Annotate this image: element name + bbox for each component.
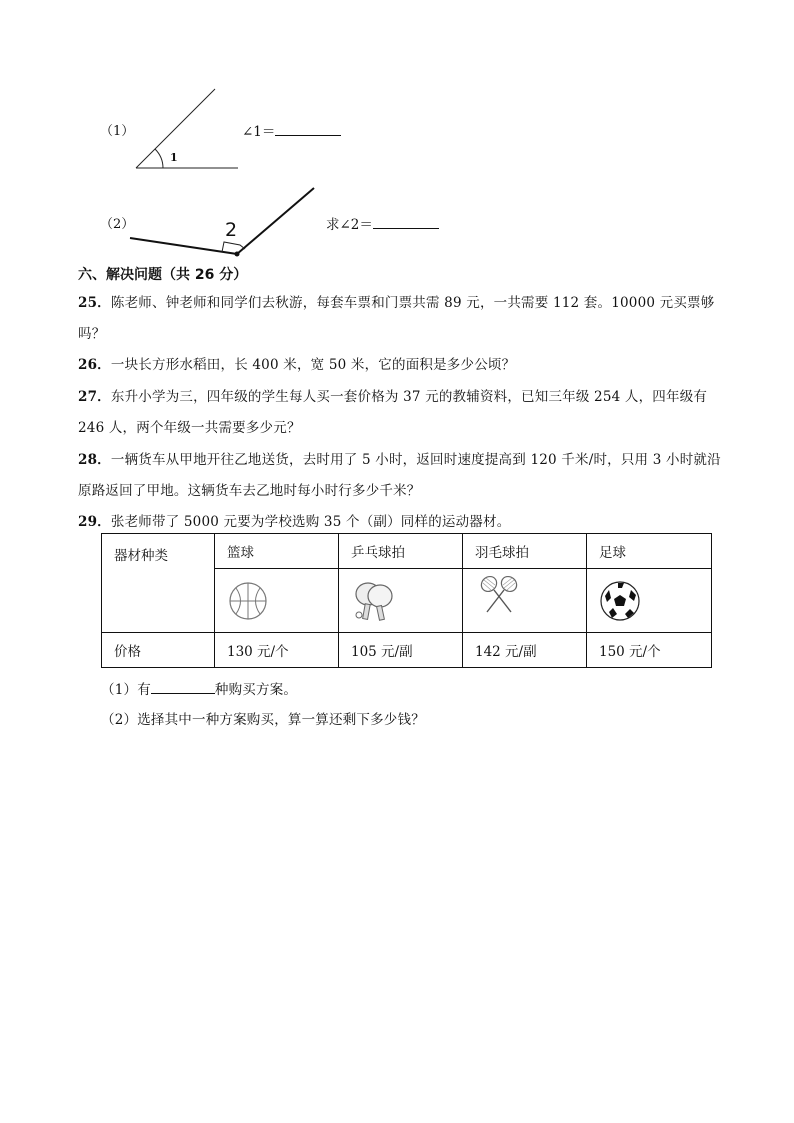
question-26 [78,353,515,373]
question-28 [78,448,721,468]
item-price-cell: 130 元/个 [215,633,339,668]
item-name-cell: 足球 [587,534,712,569]
item-price-cell: 142 元/副 [463,633,587,668]
figure-1-label: （1） [100,124,135,139]
sub-question-1-after: 种购买方案。 [214,682,298,698]
item-name-cell: 乒乓球拍 [339,534,463,569]
price-header-cell: 价格 [102,633,215,668]
question-text: 一辆货车从甲地开往乙地送货，去时用了 5 小时，返回时速度提高到 120 千米/时，只用 3 小时就沿 [110,452,721,468]
angle-figure-1 [136,89,238,168]
question-27 [78,385,707,405]
question-number: 29． [78,514,111,530]
question-number: 25． [78,295,111,311]
sub-question-1-before: （1）有 [101,682,151,698]
item-price-cell: 105 元/副 [339,633,463,668]
vertex-dot [235,252,240,257]
angle-1-mark: 1 [170,151,178,164]
item-name-cell: 羽毛球拍 [463,534,587,569]
item-image-cell [339,569,463,633]
sub-question-1 [101,678,297,698]
answer-blank-angle-2[interactable] [373,214,439,229]
question-text: 张老师带了 5000 元要为学校选购 35 个（副）同样的运动器材。 [110,514,511,530]
table-price-row [102,633,712,668]
question-number: 28． [78,452,111,468]
ping-pong-paddles-icon [351,579,397,623]
item-name-cell: 篮球 [215,534,339,569]
sub-question-2: （2）选择其中一种方案购买，算一算还剩下多少钱？ [101,712,425,728]
question-25 [78,291,714,311]
angle-1-prompt [242,120,341,140]
question-number: 27． [78,389,111,405]
question-27-line2: 246 人，两个年级一共需要多少元？ [78,420,301,436]
question-text: 东升小学为三，四年级的学生每人买一套价格为 37 元的教辅资料，已知三年级 254 人，四年级有 [110,389,708,405]
basketball-icon [227,581,269,621]
angle-2-mark: 2 [225,219,238,241]
item-price-cell: 150 元/个 [587,633,712,668]
item-image-cell [463,569,587,633]
angle-2-prompt-text: 求∠2＝ [326,217,373,233]
type-header-cell [102,534,215,633]
soccer-ball-icon [599,580,643,622]
item-image-cell [587,569,712,633]
question-text: 陈老师、钟老师和同学们去秋游，每套车票和门票共需 89 元，一共需要 112 套。10000 元买票够 [110,295,715,311]
answer-blank-plans[interactable] [151,679,215,694]
question-29 [78,510,510,530]
angle-arc [155,149,163,168]
type-header: 器材种类 [114,548,168,564]
figure-2-label: （2） [100,217,135,232]
question-28-line2: 原路返回了甲地。这辆货车去乙地时每小时行多少千米？ [78,483,421,499]
item-image-cell [215,569,339,633]
table-header-row [102,534,712,569]
angle-figure-2 [130,188,314,257]
badminton-rackets-icon [475,574,525,618]
angle-1-prompt-text: ∠1＝ [242,124,276,140]
angle-2-prompt [326,213,439,233]
equipment-table [101,533,712,668]
answer-blank-angle-1[interactable] [275,121,341,136]
question-number: 26． [78,357,111,373]
question-text: 一块长方形水稻田，长 400 米，宽 50 米，它的面积是多少公顷？ [110,357,516,373]
question-25-line2: 吗？ [78,326,106,342]
section-title: 六、解决问题（共 26 分） [78,267,248,283]
